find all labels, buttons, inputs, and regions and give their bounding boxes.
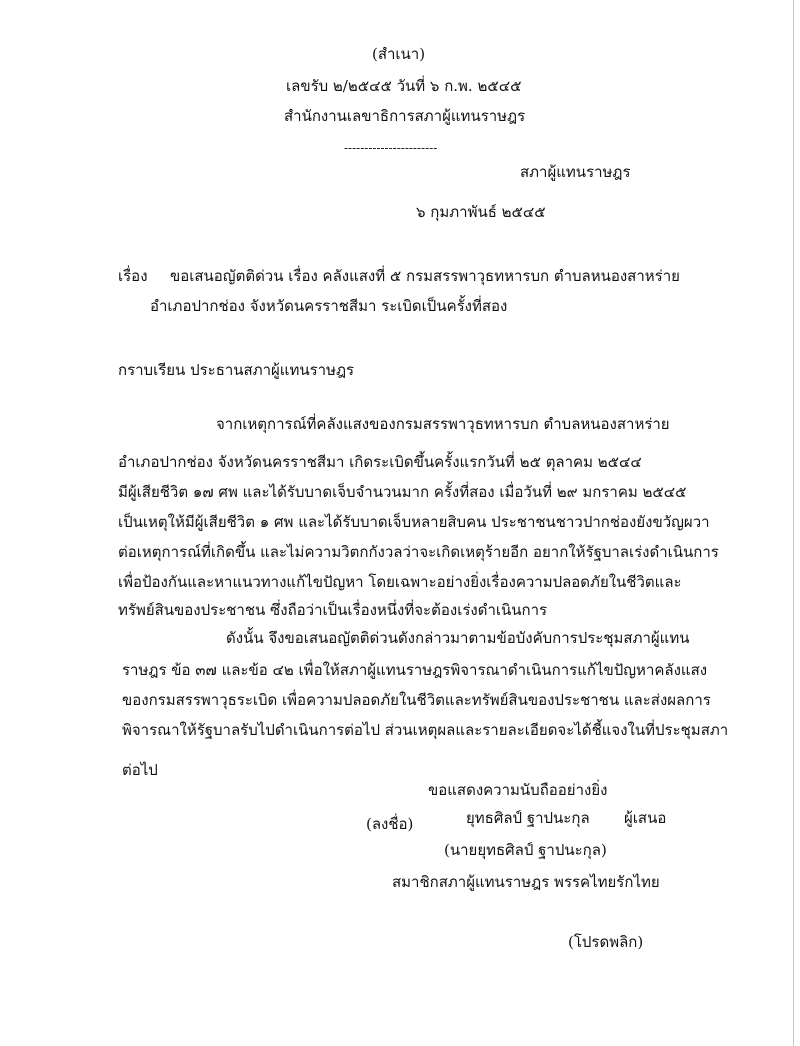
signer-role: ผู้เสนอ [624, 809, 667, 827]
body-para2-line: ของกรมสรรพาวุธระเบิด เพื่อความปลอดภัยในชีวิตและทรัพย์สินของประชาชน และส่งผลการ [122, 691, 711, 709]
body-para1-line: ทรัพย์สินของประชาชน ซึ่งถือว่าเป็นเรื่องหนึ่งที่จะต้องเร่งดำเนินการ [118, 601, 548, 619]
body-para1-line: มีผู้เสียชีวิต ๑๗ ศพ และได้รับบาดเจ็บจำนวนมาก ครั้งที่สอง เมื่อวันที่ ๒๙ มกราคม ๒๕๔๕ [118, 483, 687, 501]
body-para1-line: อำเภอปากช่อง จังหวัดนครราชสีมา เกิดระเบิดขึ้นครั้งแรกวันที่ ๒๕ ตุลาคม ๒๕๔๔ [118, 453, 642, 471]
sign-label: (ลงชื่อ) [366, 815, 414, 833]
document-date: ๖ กุมภาพันธ์ ๒๕๔๕ [416, 203, 546, 221]
subject-line-2: อำเภอปากช่อง จังหวัดนครราชสีมา ระเบิดเป็นครั้งที่สอง [150, 297, 508, 315]
salutation: กราบเรียน ประธานสภาผู้แทนราษฎร [118, 361, 355, 379]
body-para1-line: เพื่อป้องกันและหาแนวทางแก้ไขปัญหา โดยเฉพาะอย่างยิ่งเรื่องความปลอดภัยในชีวิตและ [118, 573, 682, 591]
receiving-office: สำนักงานเลขาธิการสภาผู้แทนราษฎร [284, 107, 526, 125]
signer-name: ยุทธศิลป์ ฐาปนะกุล [466, 809, 590, 827]
turn-over-note: (โปรดพลิก) [568, 933, 644, 951]
body-para2-line: ราษฎร ข้อ ๓๗ และข้อ ๔๒ เพื่อให้สภาผู้แทนราษฎรพิจารณาดำเนินการแก้ไขปัญหาคลังแสง [122, 661, 708, 679]
body-para2-line: พิจารณาให้รัฐบาลรับไปดำเนินการต่อไป ส่วนเหตุผลและรายละเอียดจะได้ชี้แจงในที่ประชุมสภา [122, 721, 729, 739]
page-edge-line [793, 0, 794, 1046]
body-para2-line: ดังนั้น จึงขอเสนอญัตติด่วนดังกล่าวมาตามข้อบังคับการประชุมสภาผู้แทน [226, 629, 690, 647]
receipt-number: เลขรับ ๒/๒๕๔๕ วันที่ ๖ ก.พ. ๒๕๔๕ [286, 77, 522, 95]
signer-position: สมาชิกสภาผู้แทนราษฎร พรรคไทยรักไทย [392, 873, 660, 891]
subject-label: เรื่อง [118, 267, 148, 285]
subject-line-1: ขอเสนอญัตติด่วน เรื่อง คลังแสงที่ ๕ กรมสรรพาวุธทหารบก ตำบลหนองสาหร่าย [170, 267, 680, 285]
addressee-org: สภาผู้แทนราษฎร [520, 163, 631, 181]
body-para1-line: จากเหตุการณ์ที่คลังแสงของกรมสรรพาวุธทหารบก ตำบลหนองสาหร่าย [216, 415, 670, 433]
body-para2-line: ต่อไป [122, 761, 158, 779]
body-para1-line: เป็นเหตุให้มีผู้เสียชีวิต ๑ ศพ และได้รับบาดเจ็บหลายสิบคน ประชาชนชาวปากช่องยังขวัญผวา [118, 513, 710, 531]
body-para1-line: ต่อเหตุการณ์ที่เกิดขึ้น และไม่ความวิตกกังวลว่าจะเกิดเหตุร้ายอีก อยากให้รัฐบาลเร่งดำเนินการ [118, 543, 719, 561]
header-divider: ----------------------- [344, 141, 438, 155]
closing-respect: ขอแสดงความนับถืออย่างยิ่ง [428, 781, 608, 799]
copy-mark: (สำเนา) [372, 45, 426, 63]
printed-name: (นายยุทธศิลป์ ฐาปนะกุล) [444, 841, 607, 859]
